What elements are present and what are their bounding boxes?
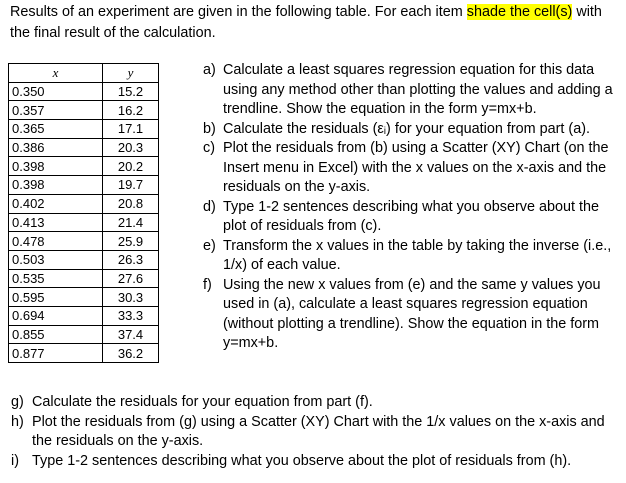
cell-x[interactable]: 0.877 (9, 344, 103, 363)
table-row (9, 213, 159, 232)
header-y: y (103, 64, 159, 83)
cell-y[interactable]: 15.2 (103, 82, 159, 101)
cell-x[interactable]: 0.402 (9, 194, 103, 213)
question-item (0, 452, 626, 472)
question-item (193, 237, 623, 276)
cell-x[interactable]: 0.478 (9, 232, 103, 251)
table-row (9, 157, 159, 176)
cell-y[interactable]: 37.4 (103, 325, 159, 344)
table-row (9, 288, 159, 307)
cell-x[interactable]: 0.503 (9, 250, 103, 269)
question-text: Calculate the residuals (εᵢ) for your equation from part (a). (223, 120, 591, 137)
table-body (9, 82, 159, 362)
cell-y[interactable]: 16.2 (103, 101, 159, 120)
question-item (0, 413, 626, 452)
cell-y[interactable]: 20.2 (103, 157, 159, 176)
cell-x[interactable]: 0.595 (9, 288, 103, 307)
cell-y[interactable]: 20.3 (103, 138, 159, 157)
cell-x[interactable]: 0.350 (9, 82, 103, 101)
cell-y[interactable]: 36.2 (103, 344, 159, 363)
question-label: e) (203, 237, 216, 254)
question-text: Type 1-2 sentences describing what you observe about the plot of residuals from (h). (32, 452, 572, 469)
cell-y[interactable]: 33.3 (103, 306, 159, 325)
cell-x[interactable]: 0.398 (9, 176, 103, 195)
table-row (9, 306, 159, 325)
question-text: Plot the residuals from (b) using a Scatter (XY) Chart (on the Insert menu in Excel) with the x values on the x-axis and the residuals on the y-axis. (223, 140, 609, 195)
question-item (193, 120, 623, 140)
question-text: Calculate the residuals for your equation from part (f). (32, 394, 373, 410)
cell-x[interactable]: 0.365 (9, 120, 103, 139)
question-label: a) (203, 62, 216, 78)
question-item (193, 276, 623, 354)
cell-x[interactable]: 0.694 (9, 306, 103, 325)
table-row (9, 82, 159, 101)
cell-y[interactable]: 20.8 (103, 194, 159, 213)
header-x: x (9, 64, 103, 83)
table-row (9, 101, 159, 120)
cell-y[interactable]: 26.3 (103, 250, 159, 269)
cell-x[interactable]: 0.413 (9, 213, 103, 232)
table-row (9, 250, 159, 269)
question-label: f) (203, 276, 212, 293)
cell-y[interactable]: 27.6 (103, 269, 159, 288)
cell-y[interactable]: 17.1 (103, 120, 159, 139)
question-text: Calculate a least squares regression equation for this data using any method other than plotting the values and adding a trendline. Show the equation in the form y=mx+b. (223, 62, 613, 117)
cell-y[interactable]: 21.4 (103, 213, 159, 232)
table-row (9, 194, 159, 213)
table-row (9, 120, 159, 139)
question-item (0, 393, 626, 413)
data-table (8, 63, 159, 363)
table-header-row (9, 64, 159, 83)
cell-y[interactable]: 19.7 (103, 176, 159, 195)
question-text: Using the new x values from (e) and the same y values you used in (a), calculate a least squares regression equation (without plotting a trendline). Show the equation in the form y=mx+b. (223, 276, 601, 351)
cell-x[interactable]: 0.535 (9, 269, 103, 288)
question-item (193, 139, 623, 198)
cell-x[interactable]: 0.386 (9, 138, 103, 157)
cell-x[interactable]: 0.855 (9, 325, 103, 344)
cell-x[interactable]: 0.357 (9, 101, 103, 120)
cell-y[interactable]: 30.3 (103, 288, 159, 307)
question-label: b) (203, 120, 216, 137)
question-item (193, 198, 623, 237)
question-label: i) (11, 452, 19, 469)
table-row (9, 269, 159, 288)
instructions-text-end: with the final result of the calculation. (10, 4, 602, 41)
question-list-right (193, 61, 623, 354)
table-row (9, 138, 159, 157)
question-label: d) (203, 198, 216, 215)
question-label: g) (11, 394, 24, 410)
question-list-bottom (0, 393, 626, 471)
question-label: h) (11, 413, 24, 430)
question-text: Transform the x values in the table by taking the inverse (i.e., 1/x) of each value. (223, 237, 612, 273)
table-row (9, 176, 159, 195)
cell-y[interactable]: 25.9 (103, 232, 159, 251)
question-text: Plot the residuals from (g) using a Scatter (XY) Chart with the 1/x values on the x-axis and the residuals on the y-axis. (32, 413, 605, 449)
instructions-text: Results of an experiment are given in the following table. For each item (10, 4, 467, 20)
table-row (9, 325, 159, 344)
highlighted-instruction: shade the cell(s) (466, 4, 573, 20)
question-label: c) (203, 140, 215, 156)
instructions-paragraph (10, 2, 616, 44)
question-item (193, 61, 623, 120)
cell-x[interactable]: 0.398 (9, 157, 103, 176)
table-row (9, 232, 159, 251)
table-row (9, 344, 159, 363)
question-text: Type 1-2 sentences describing what you observe about the plot of residuals from (c). (223, 198, 599, 234)
